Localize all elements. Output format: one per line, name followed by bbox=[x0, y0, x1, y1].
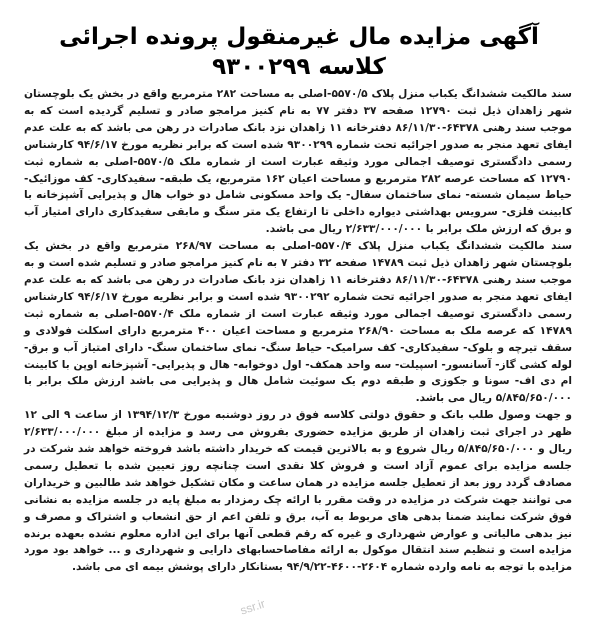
notice-paragraph-property-2: سند مالکیت ششدانگ یکباب منزل پلاک ۵۵۷۰/۴-اصلی به مساحت ۲۶۸/۹۷ مترمربع واقع در بخش یک بلوچستان شهر زاهدان ذیل ثبت ۱۴۷۸۹ صفحه ۳۲ دفتر ۷ به نام کنیز مرامجو صادر و تسلیم شده است و به موجب سند رهنی ۶۴۳۷۸-۸۶/۱۱/۳۰ دفترخانه ۱۱ زاهدان نزد بانک صادرات در رهن می باشد که به علت عدم ایفای تعهد منجر به صدور اجرائیه تحت شماره ۹۳۰۰۲۹۲ شده است و برابر نظریه مورخ ۹۴/۶/۱۷ کارشناس رسمی دادگستری توصیف اجمالی مورد وثیقه عبارت است از شماره ملک ۵۵۷۰/۴-اصلی به شماره ثبت ۱۴۷۸۹ که عرصه ملک به مساحت ۲۶۸/۹۰ مترمربع و مساحت اعیان ۴۰۰ مترمربع دارای اسکلت فولادی و سقف تیرچه و بلوک- سفیدکاری- کف سرامیک- حیاط سنگ- نمای ساختمان سنگ- دارای امتیاز آب و برق- لوله کشی گاز- آسانسور- اسپیلت- سه واحد همکف- اول دوخوابه- هال و پذیرایی- آشپزخانه اوپن با کابینت ام دی اف- سونا و جکوزی و طبقه دوم یک سوئیت شامل هال و پذیرایی می باشد ارزش ملک برابر با ۵/۸۴۵/۶۵۰/۰۰۰ ریال می باشد. bbox=[24, 240, 572, 405]
watermark-logo: ssr.ir bbox=[238, 596, 267, 618]
notice-paragraph-property-1: سند مالکیت ششدانگ یکباب منزل پلاک ۵۵۷۰/۵-اصلی به مساحت ۲۸۲ مترمربع واقع در بخش یک بلوچستان شهر زاهدان ذیل ثبت ۱۲۷۹۰ صفحه ۳۷ دفتر ۷۷ به نام کنیز مرامجو صادر و تسلیم گردیده است که به موجب سند رهنی ۶۴۳۷۸-۸۶/۱۱/۳۰ دفترخانه ۱۱ زاهدان نزد بانک صادرات در رهن می باشد که به علت عدم ایفای تعهد منجر به صدور اجرائیه تحت شماره ۹۳۰۰۲۹۹ شده است که برابر نظریه مورخ ۹۴/۶/۱۷ کارشناس رسمی دادگستری توصیف اجمالی مورد وثیقه عبارت است از شماره ملک ۵۵۷۰/۵-اصلی به شماره ثبت ۱۲۷۹۰ که مساحت عرصه ۲۸۲ مترمربع و مساحت اعیان ۱۶۲ مترمربع، یک طبقه- سفیدکاری- کف موزائیک- حیاط سیمان شسته- نمای ساختمان سفال- یک واحد مسکونی شامل دو خواب هال و پذیرایی آشپزخانه با کابینت فلزی- سرویس بهداشتی دیواره داخلی تا ارتفاع یک متر سنگ و مابقی سفیدکاری دارای امتیاز آب و برق که ارزش ملک برابر با ۲/۶۳۳/۰۰۰/۰۰۰ ریال می باشد. bbox=[24, 88, 572, 236]
notice-case-number: کلاسه ۹۳۰۰۲۹۹ bbox=[212, 54, 386, 80]
auction-notice bbox=[10, 8, 588, 634]
notice-title: آگهی مزایده مال غیرمنقول پرونده اجرائی bbox=[59, 24, 539, 50]
notice-paragraph-auction-terms: و جهت وصول طلب بانک و حقوق دولتی کلاسه فوق در روز دوشنبه مورخ ۱۳۹۴/۱۲/۳ از ساعت ۹ الی ۱۲ ظهر در اجرای ثبت زاهدان از طریق مزایده حضوری بفروش می رسد و مزایده از مبلغ ۲/۶۳۳/۰۰۰/۰۰۰ ریال و ۵/۸۴۵/۶۵۰/۰۰۰ ریال شروع و به بالاترین قیمت که خریدار داشته باشد فروخته خواهد شد شرکت در جلسه مزایده برای عموم آزاد است و فروش کلا نقدی است چنانچه روز تعیین شده با تعطیل رسمی مصادف گردد روز بعد از تعطیل جلسه مزایده در همان ساعت و مکان تشکیل خواهد شد طالبین و خریداران می توانند جهت شرکت در مزایده در وقت مقرر با ارائه چک رمزدار به مبلغ پایه در جلسه مزایده به نشانی فوق شرکت نمایند ضمنا بدهی های مربوط به آب، برق و تلفن اعم از حق انشعاب و اشتراک و مصرف و نیز بدهی مالیاتی و عوارض شهرداری و غیره که رقم قطعی آنها برای این اداره معلوم نشده بعهده برنده مزایده است و تنظیم سند انتقال موکول به ارائه مفاصاحسابهای دارایی و شهرداری و ... خواهد بود مورد مزایده با توجه به نامه وارده شماره ۲۶۰۴-۴۶۰۰-۹۴/۹/۲۲ بستانکار دارای پوشش بیمه ای می باشد. bbox=[24, 409, 572, 574]
